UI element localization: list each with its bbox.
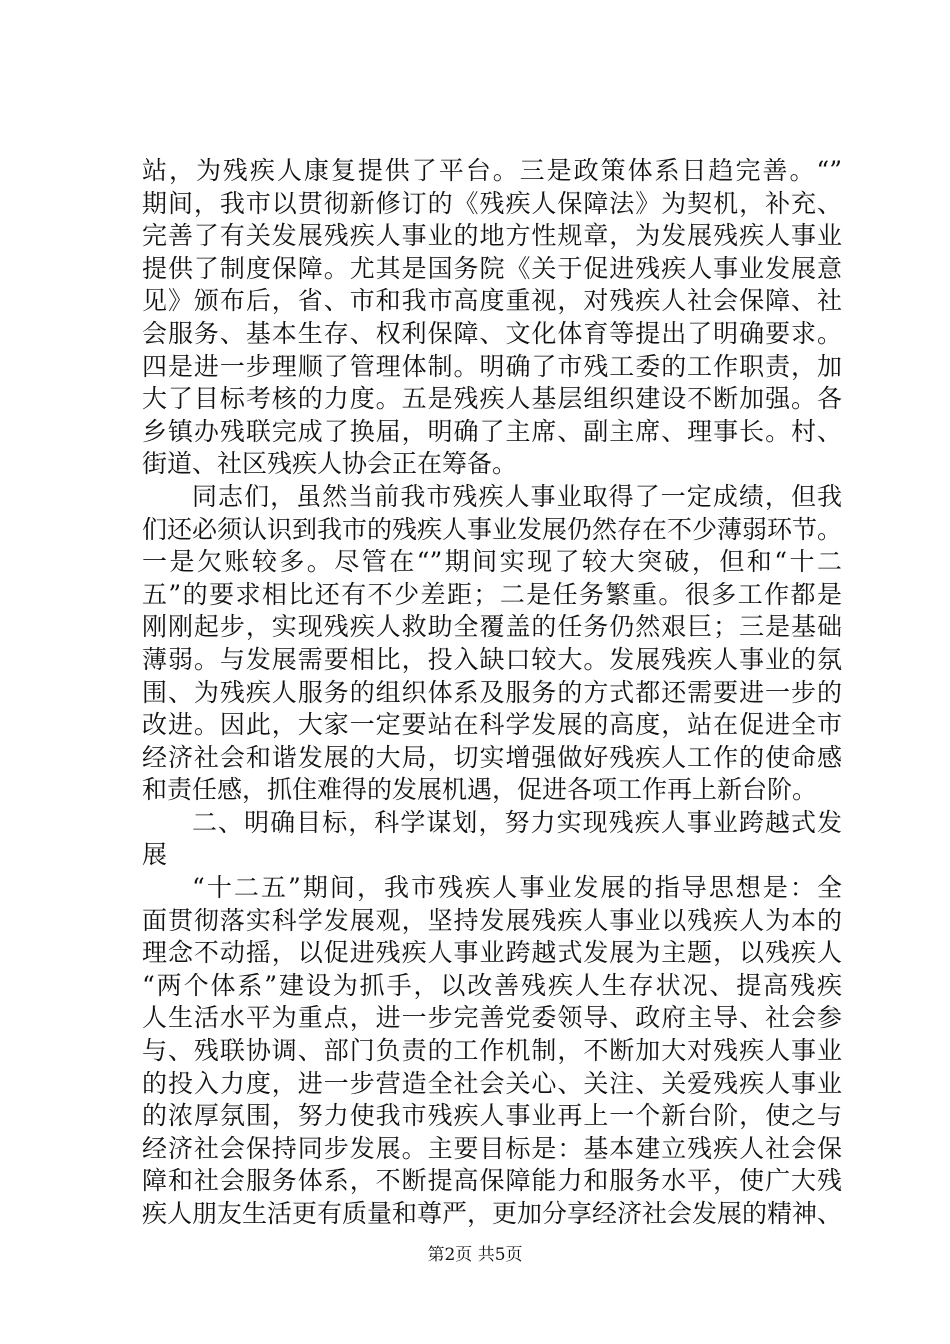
text-line: 围、为残疾人服务的组织体系及服务的方式都还需要进一步的 bbox=[142, 677, 842, 707]
text-line: 刚刚起步，实现残疾人救助全覆盖的任务仍然艰巨；三是基础 bbox=[142, 612, 842, 642]
page-footer: 第2页 共5页 bbox=[427, 1245, 523, 1265]
text-line: 大了目标考核的力度。五是残疾人基层组织建设不断加强。各 bbox=[142, 384, 842, 414]
text-line: 完善了有关发展残疾人事业的地方性规章，为发展残疾人事业 bbox=[142, 221, 842, 251]
text-line: 乡镇办残联完成了换届，明确了主席、副主席、理事长。村、 bbox=[142, 416, 842, 446]
text-line: 街道、社区残疾人协会正在筹备。 bbox=[142, 449, 518, 479]
text-line: 的投入力度，进一步营造全社会关心、关注、关爱残疾人事业 bbox=[142, 1068, 842, 1098]
text-line: 提供了制度保障。尤其是国务院《关于促进残疾人事业发展意 bbox=[142, 253, 842, 283]
text-line: 同志们，虽然当前我市残疾人事业取得了一定成绩，但我 bbox=[192, 481, 842, 511]
text-line: 的浓厚氛围，努力使我市残疾人事业再上一个新台阶，使之与 bbox=[142, 1101, 842, 1131]
text-line: 经济社会和谐发展的大局，切实增强做好残疾人工作的使命感 bbox=[142, 742, 842, 772]
text-line: 疾人朋友生活更有质量和尊严，更加分享经济社会发展的精神、 bbox=[142, 1199, 842, 1228]
text-line: “十二五”期间，我市残疾人事业发展的指导思想是：全 bbox=[192, 873, 842, 903]
text-line: 经济社会保持同步发展。主要目标是：基本建立残疾人社会保 bbox=[142, 1133, 842, 1163]
text-line: 展 bbox=[142, 840, 168, 870]
text-line: 站，为残疾人康复提供了平台。三是政策体系日趋完善。“” bbox=[142, 156, 842, 185]
text-line: 见》颁布后，省、市和我市高度重视，对残疾人社会保障、社 bbox=[142, 286, 842, 316]
text-line: 面贯彻落实科学发展观，坚持发展残疾人事业以残疾人为本的 bbox=[142, 905, 842, 935]
document-body bbox=[142, 155, 842, 1231]
text-line: 改进。因此，大家一定要站在科学发展的高度，站在促进全市 bbox=[142, 710, 842, 740]
text-line: 薄弱。与发展需要相比，投入缺口较大。发展残疾人事业的氛 bbox=[142, 644, 842, 674]
text-line: 和责任感，抓住难得的发展机遇，促进各项工作再上新台阶。 bbox=[142, 775, 818, 805]
text-line: 人生活水平为重点，进一步完善党委领导、政府主导、社会参 bbox=[142, 1003, 842, 1033]
text-line: 二、明确目标，科学谋划，努力实现残疾人事业跨越式发 bbox=[192, 807, 842, 837]
text-line: “两个体系”建设为抓手，以改善残疾人生存状况、提高残疾 bbox=[142, 970, 842, 1000]
text-line: 期间，我市以贯彻新修订的《残疾人保障法》为契机，补充、 bbox=[142, 188, 842, 218]
text-line: 与、残联协调、部门负责的工作机制，不断加大对残疾人事业 bbox=[142, 1036, 842, 1066]
text-line: 会服务、基本生存、权利保障、文化体育等提出了明确要求。 bbox=[142, 318, 842, 348]
text-line: 一是欠账较多。尽管在“”期间实现了较大突破，但和“十二 bbox=[142, 547, 842, 577]
text-line: 们还必须认识到我市的残疾人事业发展仍然存在不少薄弱环节。 bbox=[142, 514, 842, 544]
text-line: 理念不动摇，以促进残疾人事业跨越式发展为主题，以残疾人 bbox=[142, 938, 842, 968]
text-line: 五”的要求相比还有不少差距；二是任务繁重。很多工作都是 bbox=[142, 579, 842, 609]
text-line: 四是进一步理顺了管理体制。明确了市残工委的工作职责，加 bbox=[142, 351, 842, 381]
text-line: 障和社会服务体系，不断提高保障能力和服务水平，使广大残 bbox=[142, 1166, 842, 1196]
